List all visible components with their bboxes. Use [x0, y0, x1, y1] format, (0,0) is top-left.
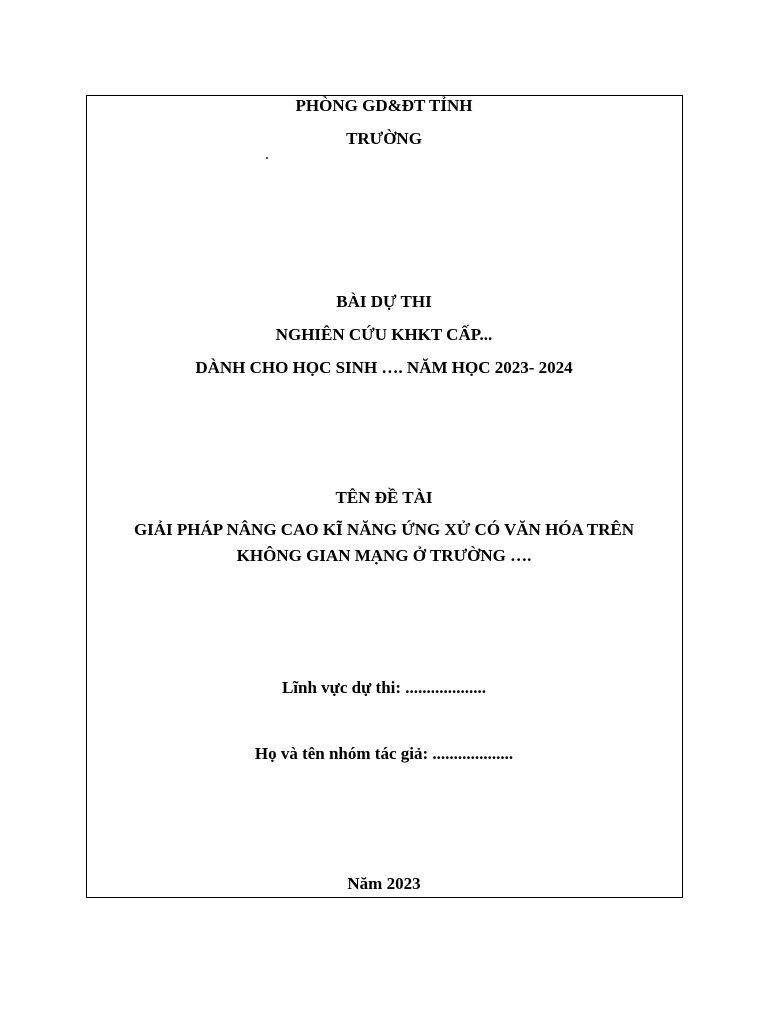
competition-level: NGHIÊN CỨU KHKT CẤP... [275, 325, 493, 344]
field-of-competition: Lĩnh vực dự thi: ................... [281, 678, 487, 697]
department-title: PHÒNG GD&ĐT TỈNH [295, 96, 473, 115]
audience-and-school-year: DÀNH CHO HỌC SINH …. NĂM HỌC 2023- 2024 [195, 358, 573, 377]
submission-title: BÀI DỰ THI [336, 292, 432, 311]
school-title: TRƯỜNG [346, 129, 422, 148]
topic-heading: TÊN ĐỀ TÀI [335, 488, 433, 507]
author-group-names: Họ và tên nhóm tác giả: ................... [254, 744, 514, 763]
year-footer: Năm 2023 [347, 874, 421, 893]
stray-dot [266, 157, 268, 159]
topic-title-line-1: GIẢI PHÁP NÂNG CAO KĨ NĂNG ỨNG XỬ CÓ VĂN HÓA TRÊN [133, 520, 635, 539]
topic-title-line-2: KHÔNG GIAN MẠNG Ở TRƯỜNG …. [236, 546, 532, 565]
